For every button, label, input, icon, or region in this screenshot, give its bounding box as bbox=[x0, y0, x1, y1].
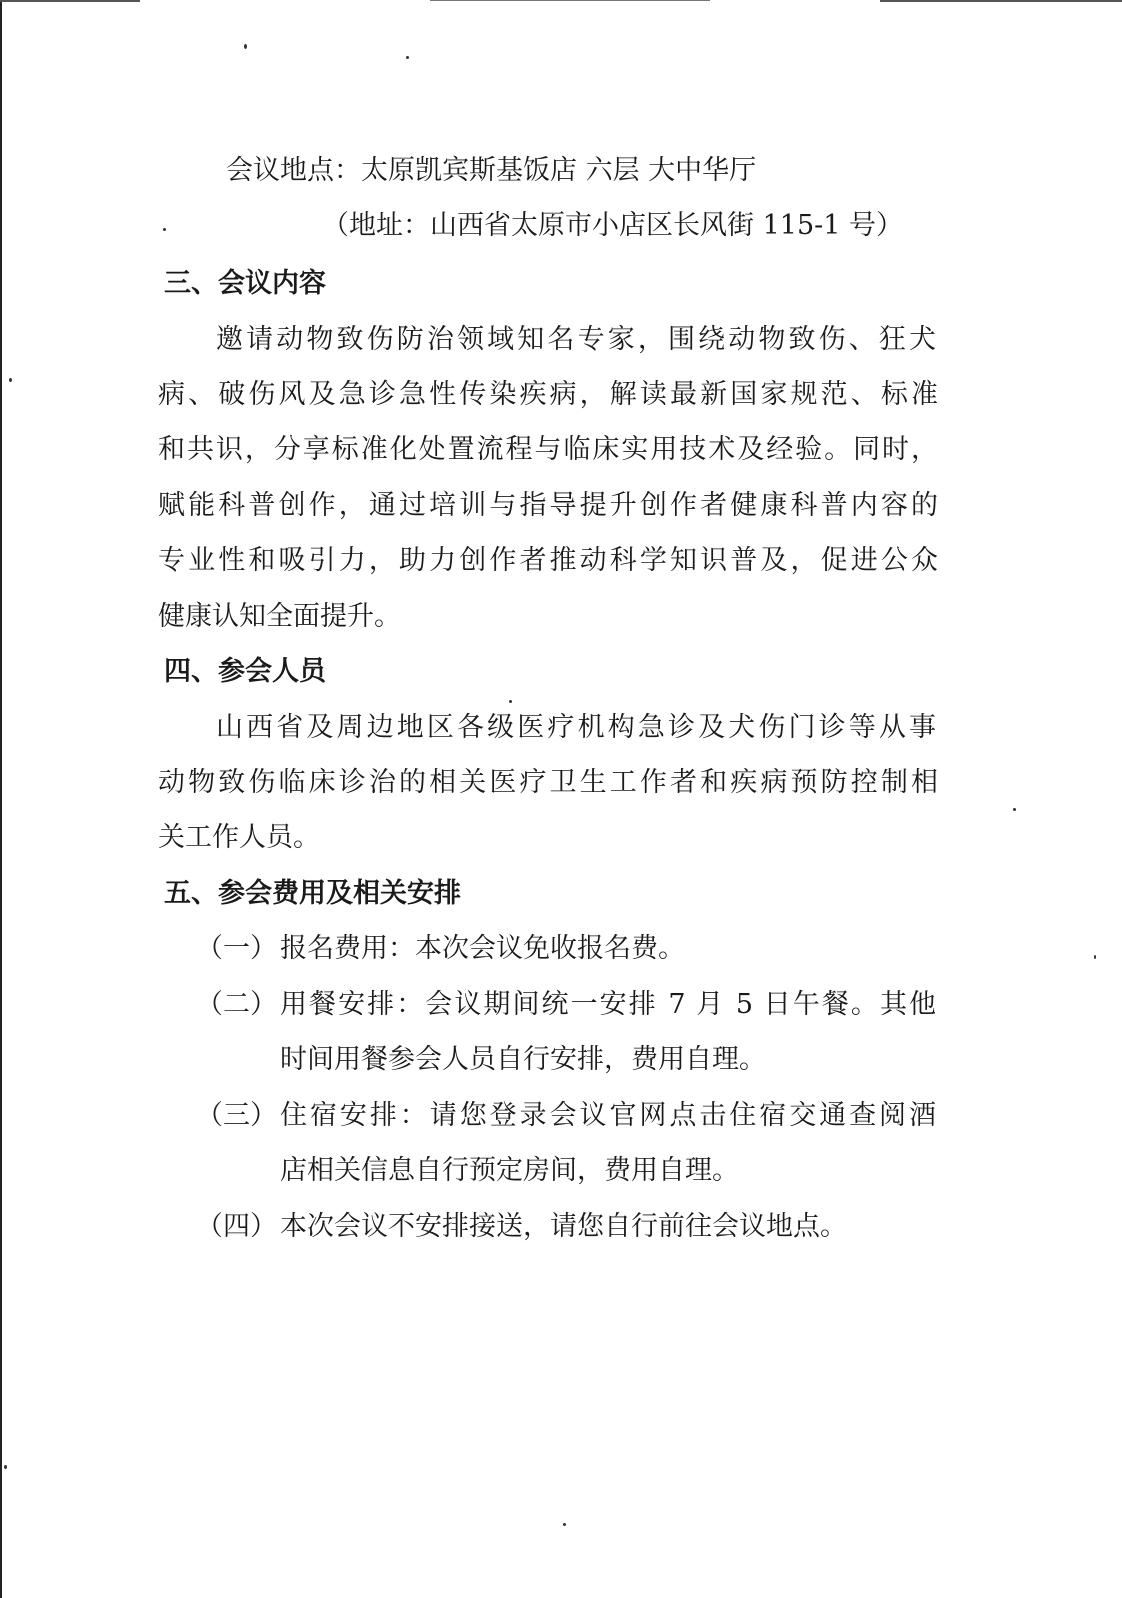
scan-speck bbox=[563, 1523, 566, 1526]
list-item-text: 本次会议不安排接送，请您自行前往会议地点。 bbox=[280, 1211, 847, 1242]
scan-speck bbox=[1094, 955, 1096, 959]
paragraph-line: 赋能科普创作，通过培训与指导提升创作者健康科普内容的 bbox=[158, 490, 938, 521]
venue-location: 会议地点：太原凯宾斯基饭店 六层 大中华厅 bbox=[226, 155, 757, 186]
scan-edge-top bbox=[880, 0, 1122, 2]
section-heading-content: 三、会议内容 bbox=[164, 268, 326, 299]
scan-speck bbox=[509, 700, 512, 703]
paragraph-line: 和共识，分享标准化处置流程与临床实用技术及经验。同时， bbox=[158, 434, 938, 465]
paragraph-line: 邀请动物致伤防治领域知名专家，围绕动物致伤、狂犬 bbox=[216, 324, 936, 355]
venue-address: （地址：山西省太原市小店区长风街 115-1 号） bbox=[322, 210, 904, 241]
paragraph-line: 关工作人员。 bbox=[158, 822, 320, 853]
list-item-number: （三） bbox=[196, 1100, 277, 1131]
scan-speck bbox=[244, 44, 247, 49]
scan-edge-top bbox=[0, 0, 140, 2]
scan-speck bbox=[1013, 808, 1016, 811]
list-item-text: 住宿安排：请您登录会议官网点击住宿交通查阅酒 bbox=[280, 1100, 936, 1131]
scan-speck bbox=[163, 228, 166, 231]
list-item-number: （四） bbox=[196, 1211, 277, 1242]
scan-edge-top bbox=[430, 0, 710, 1]
scan-speck bbox=[406, 56, 409, 59]
section-heading-fees: 五、参会费用及相关安排 bbox=[164, 878, 461, 909]
list-item-text: 报名费用：本次会议免收报名费。 bbox=[280, 933, 685, 964]
paragraph-line: 动物致伤临床诊治的相关医疗卫生工作者和疾病预防控制相 bbox=[158, 767, 938, 798]
list-item-text: 店相关信息自行预定房间，费用自理。 bbox=[280, 1155, 739, 1186]
list-item-text: 时间用餐参会人员自行安排，费用自理。 bbox=[280, 1044, 766, 1075]
scan-speck bbox=[4, 1465, 7, 1469]
list-item-text: 用餐安排：会议期间统一安排 7 月 5 日午餐。其他 bbox=[280, 989, 936, 1020]
paragraph-line: 健康认知全面提升。 bbox=[158, 601, 401, 632]
paragraph-line: 病、破伤风及急诊急性传染疾病，解读最新国家规范、标准 bbox=[158, 379, 938, 410]
section-heading-attendees: 四、参会人员 bbox=[164, 656, 326, 687]
list-item-number: （二） bbox=[196, 989, 277, 1020]
paragraph-line: 山西省及周边地区各级医疗机构急诊及犬伤门诊等从事 bbox=[216, 712, 936, 743]
paragraph-line: 专业性和吸引力，助力创作者推动科学知识普及，促进公众 bbox=[158, 545, 938, 576]
scan-edge-left bbox=[0, 0, 2, 1598]
list-item-number: （一） bbox=[196, 933, 277, 964]
scan-speck bbox=[9, 378, 12, 382]
